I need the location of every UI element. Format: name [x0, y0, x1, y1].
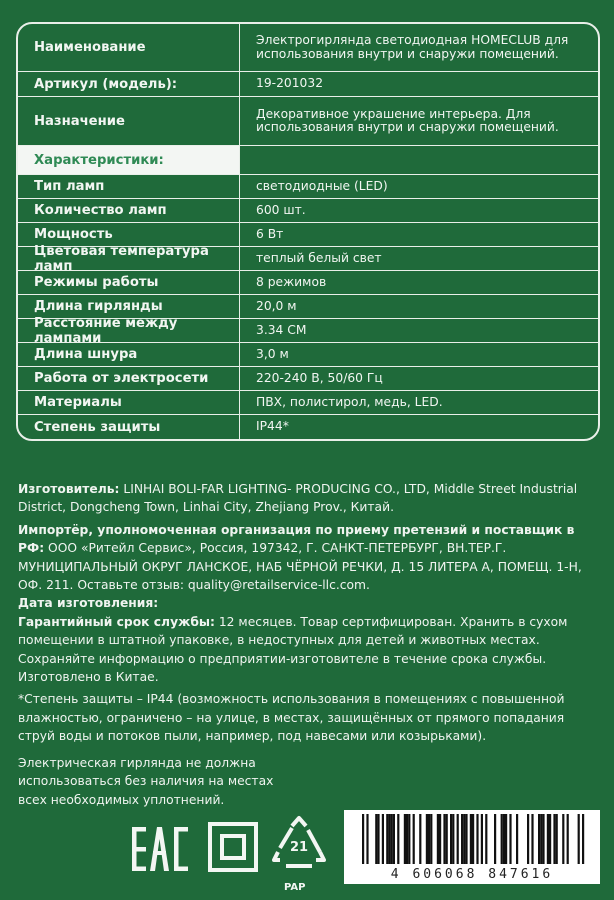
spec-row	[18, 96, 598, 145]
spec-label: Тип ламп	[18, 175, 240, 198]
recycle-icon	[268, 814, 330, 876]
info-block	[18, 480, 598, 809]
spec-label: Расстояние между лампами	[18, 319, 240, 342]
spec-label: Работа от электросети	[18, 367, 240, 390]
spec-row	[18, 390, 598, 414]
barcode-number: 4 606068 847616	[390, 867, 554, 882]
spec-table	[16, 22, 600, 441]
spec-row	[18, 294, 598, 318]
barcode	[344, 810, 600, 884]
spec-value: 8 режимов	[256, 274, 327, 289]
spec-row	[18, 222, 598, 246]
spec-value	[240, 146, 598, 174]
spec-label: Цветовая температура ламп	[18, 247, 240, 270]
spec-value: 6 Вт	[256, 226, 284, 241]
seal-warning: Электрическая гирлянда не должна использоваться без наличия на местах всех необходимых уплотнений.	[18, 755, 274, 807]
spec-value: 20,0 м	[256, 298, 297, 313]
spec-row	[18, 366, 598, 390]
svg-text:21: 21	[289, 840, 309, 855]
spec-value: Декоративное украшение интерьера. Для использования внутри и снаружи помещений.	[256, 106, 559, 134]
spec-label: Материалы	[18, 391, 240, 414]
spec-row	[18, 243, 598, 274]
spec-label: Мощность	[18, 223, 240, 246]
marks-strip	[0, 808, 614, 900]
spec-value: 3.34 СМ	[256, 322, 307, 337]
spec-label: Наименование	[18, 24, 240, 71]
spec-label: Артикул (модель):	[18, 72, 240, 96]
eac-logo	[132, 825, 190, 881]
spec-value: 220-240 В, 50/60 Гц	[256, 370, 383, 385]
spec-row	[18, 315, 598, 346]
spec-value: IP44*	[256, 419, 289, 434]
double-insulation-icon	[208, 822, 258, 872]
spec-row	[18, 414, 598, 439]
manufacturer-info: Изготовитель: LINHAI BOLI-FAR LIGHTING- PRODUCING CO., LTD, Middle Street Industrial District, Dongcheng Town, Linhai City, Zhejiang Prov., Китай.	[18, 482, 578, 515]
spec-label: Назначение	[18, 97, 240, 145]
spec-row	[18, 270, 598, 294]
spec-label: Длина гирлянды	[18, 295, 240, 318]
spec-label: Характеристики:	[18, 146, 240, 174]
spec-row	[18, 145, 598, 174]
spec-label: Режимы работы	[18, 271, 240, 294]
manufacture-date: Дата изготовления:	[18, 596, 159, 611]
spec-value: 600 шт.	[256, 202, 306, 217]
spec-label: Количество ламп	[18, 199, 240, 222]
spec-row	[18, 342, 598, 366]
spec-row	[18, 198, 598, 222]
warranty-info: Гарантийный срок службы: 12 месяцев. Товар сертифицирован. Хранить в сухом помещении в штатной упаковке, в недоступных для детей и животных местах. Сохраняйте информацию о предприятии-изготовителе в течение срока службы. Изготовлено в Китае.	[18, 614, 568, 685]
spec-row	[18, 24, 598, 71]
spec-value: теплый белый свет	[256, 250, 382, 265]
spec-label: Длина шнура	[18, 343, 240, 366]
spec-value: Электрогирлянда светодиодная HOMECLUB для использования внутри и снаружи помещений.	[256, 33, 569, 61]
ip-footnote: *Степень защиты – IP44 (возможность использования в помещениях с повышенной влажностью, ограничено – на улице, в местах, защищённых от прямого попадания струй воды и потоков пыли, например, под навесами или козырьками).	[18, 692, 565, 744]
spec-label: Степень защиты	[18, 415, 240, 439]
spec-value: ПВХ, полистирол, медь, LED.	[256, 394, 443, 409]
spec-row	[18, 174, 598, 198]
spec-value: 3,0 м	[256, 346, 289, 361]
spec-row	[18, 71, 598, 96]
spec-value: 19-201032	[256, 76, 324, 91]
recycle-code: PAP	[284, 882, 306, 893]
importer-info: Импортёр, уполномоченная организация по приему претензий и поставщик в РФ: ООО «Ритейл Сервис», Россия, 197342, Г. САНКТ-ПЕТЕРБУРГ, ВН.ТЕР.Г. МУНИЦИПАЛЬНЫЙ ОКРУГ ЛАНСКОЕ, НАБ ЧЁРНОЙ РЕЧКИ, Д. 15 ЛИТЕРА А, ПОМЕЩ. 1-Н, ОФ. 211. Оставьте отзыв: quality@retailservice-llc.com.	[18, 522, 582, 593]
spec-value: светодиодные (LED)	[256, 178, 388, 193]
